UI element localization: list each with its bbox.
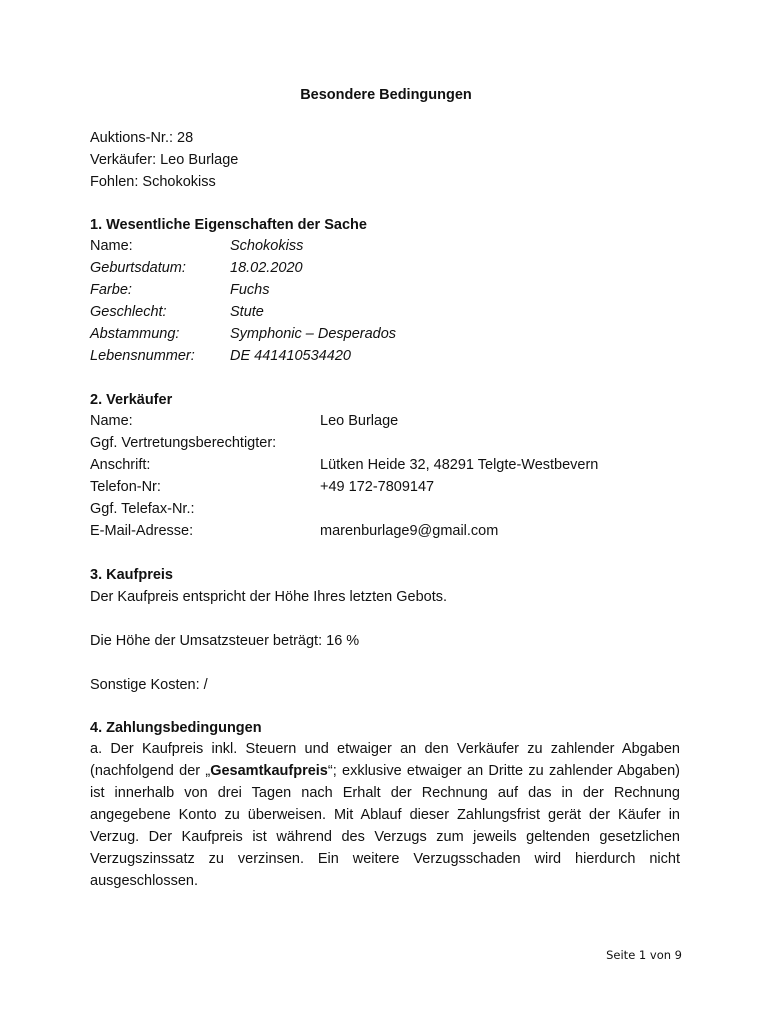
seller-row-address (90, 457, 599, 473)
property-label: Lebensnummer: (90, 348, 195, 364)
seller-label: Anschrift: (90, 457, 151, 473)
property-row-sex (90, 304, 264, 320)
property-value: DE 441410534420 (230, 348, 351, 364)
document-page (90, 0, 682, 1024)
price-text: Der Kaufpreis entspricht der Höhe Ihres letzten Gebots. (90, 589, 448, 605)
seller-label: Name: (90, 413, 133, 429)
section-4-heading: 4. Zahlungsbedingungen (90, 720, 262, 736)
seller-row-email (90, 523, 499, 539)
payment-terms-end: “; exklusive etwaiger an Dritte zu zahlender Abgaben) ist innerhalb von drei Tagen nach Erhalt der Rechnung auf das in der Rechnung angegebene Konto zu überweisen. Mit Ablauf dieser Zahlungsfrist gerät der Käufer in Verzug. Der Kaufpreis ist während des Verzugs zum jeweils geltenden gesetzlichen Verzugszinssatz zu verzinsen. Ein weitere Verzugsschaden wird hierdurch nicht ausgeschlossen. (90, 763, 681, 889)
property-label: Abstammung: (90, 326, 180, 342)
property-label: Geschlecht: (90, 304, 167, 320)
foal-line: Fohlen: Schokokiss (90, 174, 216, 190)
property-label: Name: (90, 238, 133, 254)
payment-terms-bold: Gesamtkaufpreis (210, 763, 328, 779)
seller-value: +49 172-7809147 (320, 479, 435, 495)
seller-label: Telefon-Nr: (90, 479, 161, 495)
section-3-heading: 3. Kaufpreis (90, 567, 173, 583)
payment-terms-start: a. Der Kaufpreis inkl. Steuern und etwaiger an den Verkäufer zu zahlender Abgaben (nachfolgend der „ (90, 741, 680, 779)
property-row-birthdate (90, 260, 303, 276)
property-label: Farbe: (90, 282, 132, 298)
seller-value: marenburlage9@gmail.com (320, 523, 499, 539)
property-value: Symphonic – Desperados (230, 326, 397, 342)
page-number: Seite 1 von 9 (606, 948, 682, 962)
payment-terms-paragraph (90, 738, 680, 892)
property-value: Schokokiss (230, 238, 304, 254)
seller-label: E-Mail-Adresse: (90, 523, 194, 539)
document-title: Besondere Bedingungen (300, 87, 472, 103)
vat-text: Die Höhe der Umsatzsteuer beträgt: 16 % (90, 633, 360, 649)
seller-value: Leo Burlage (320, 413, 399, 429)
seller-label: Ggf. Telefax-Nr.: (90, 501, 195, 517)
property-row-pedigree (90, 326, 397, 342)
property-value: 18.02.2020 (230, 260, 303, 276)
property-value: Fuchs (230, 282, 270, 298)
property-row-name (90, 238, 304, 254)
seller-row-representative (90, 435, 276, 451)
other-costs-text: Sonstige Kosten: / (90, 677, 208, 693)
seller-row-phone (90, 479, 435, 495)
section-1-heading: 1. Wesentliche Eigenschaften der Sache (90, 217, 367, 233)
property-row-color (90, 282, 270, 298)
property-label: Geburtsdatum: (90, 260, 186, 276)
seller-line: Verkäufer: Leo Burlage (90, 152, 239, 168)
seller-label: Ggf. Vertretungsberechtigter: (90, 435, 277, 451)
seller-row-fax (90, 501, 195, 517)
auction-number: Auktions-Nr.: 28 (90, 130, 194, 146)
seller-row-name (90, 413, 399, 429)
property-row-life-number (90, 348, 351, 364)
section-2-heading: 2. Verkäufer (90, 392, 173, 408)
seller-value: Lütken Heide 32, 48291 Telgte-Westbevern (320, 457, 599, 473)
property-value: Stute (230, 304, 264, 320)
